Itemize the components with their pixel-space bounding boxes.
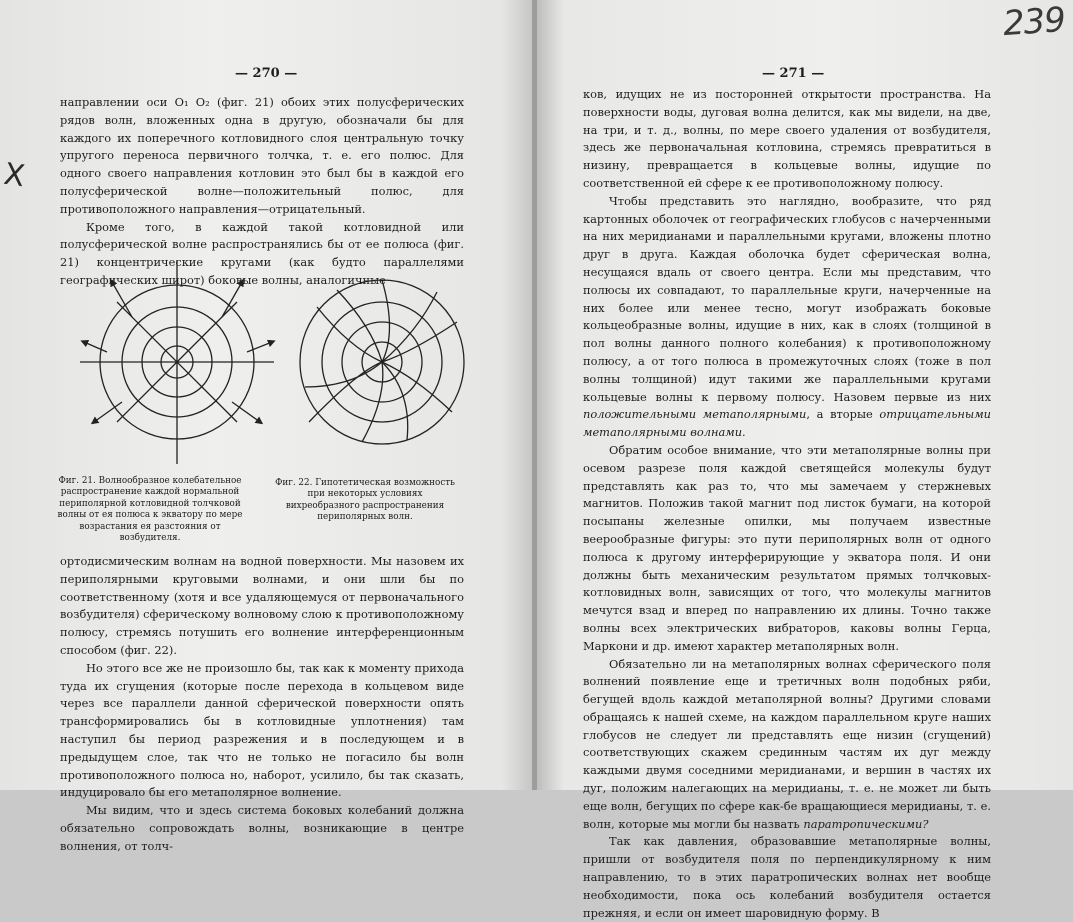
paragraph: Кроме того, в каждой такой котловидной или полусферической волне распространялись бы от ее полюса (фиг. 21) концентрические кругами (как будто параллелями географических широт) боковые волны, аналогичные bbox=[60, 219, 464, 287]
text-block bbox=[583, 86, 991, 922]
page-number: — 271 — bbox=[762, 66, 825, 81]
paragraph bbox=[583, 656, 991, 834]
text-run: , а вторые bbox=[806, 407, 873, 422]
paragraph: Мы видим, что и здесь система боковых колебаний должна обязательно сопровождать волны, возникающие в центре волнения, от толч- bbox=[60, 803, 464, 853]
paragraph: ортодисмическим волнам на водной поверхности. Мы назовем их периполярными круговыми волнами, и они шли бы по соответственному (хотя и все удаляющемуся от первоначального возбудителя) сферическому волновому слою к противоположному полюсу, стремясь потушить его волнение интерференционным способом (фиг. 22). bbox=[60, 554, 465, 657]
right-page bbox=[537, 0, 1073, 920]
figure-22-diagram bbox=[287, 262, 487, 474]
text-run: Обязательно ли на метаполярных волнах сферического поля волнений появление еще и третичных волн подобных ряби, бегущей вдоль каждой метаполярной волны? Другими словами обращаясь к нашей схеме, на каждом параллельном круге наших глобусов не следует ли представлять еще низин (сгущений) соответствующих скажем срединным частям их дуг между каждыми двумя соседними меридианами, и вершин в частях их дуг, положим налегающих на меридианы, т. е. не может ли быть еще волн, бегущих по сфере как-бе вращающиеся меридианы, т. е. волн, которые мы могли бы назвать bbox=[583, 656, 991, 831]
paragraph: Обратим особое внимание, что эти метаполярные волны при осевом разрезе поля каждой светящейся молекулы будут представлять как раз то, что мы замечаем у стержневых магнитов. Положив такой магнит под листок бумаги, на которой посыпаны железные опилки, мы получаем известные веерообразные фигуры: это пути периполярных волн от одного полюса к другому интерферирующие у экватора поля. И они должны быть механическим результатом прямых толчковых-котловидных волн, зависящих от того, что молекулы магнитов мечутся взад и вперед по направлению их длины. Точно также волны всех электрических вибраторов, каковы волны Герца, Маркони и др. имеют характер метаполярных волн. bbox=[583, 442, 991, 653]
archive-stamp-number: 239 bbox=[1001, 0, 1067, 45]
text-block-bottom bbox=[60, 553, 464, 856]
text-block-top bbox=[60, 94, 464, 290]
figure-21-diagram bbox=[82, 262, 282, 474]
page-number: — 270 — bbox=[235, 66, 298, 81]
paragraph: направлении оси O₁ O₂ (фиг. 21) обоих этих полусферических рядов волн, вложенных одна в другую, обозначали бы для каждого их поперечного котловидного слоя центральную точку упругого переноса первичного толчка, т. е. его полюс. Для одного своего направления котловин это был бы в каждой его полусферической волне—положительный полюс, для противоположного направления—отрицательный. bbox=[60, 95, 464, 216]
italic-term: отрицательными метаполярными волнами. bbox=[583, 407, 991, 440]
text-run: Чтобы представить это наглядно, вообразите, что ряд картонных оболочек от географических глобусов с начерченными на них меридианами и параллельными кругами, вложены плотно друг в друга. Каждая оболочка будет сферическая волна, несущаяся вдаль от своего центра. Если мы представим, что полюсы их совпадают, то параллельные круги, начерченные на них более или менее тесно, могут изображать боковые кольцеобразные волны, идущие в них, как в слоях (толщиной в пол волны данного полного колебания) к противоположному полюсу, а от того полюса в промежуточных слоях (тоже в пол волны толщиной) идут такими же параллельными кругами кольцевые волны к первому полюсу. Назовем первые из них bbox=[583, 193, 991, 404]
paragraph: ков, идущих не из посторонней открытости пространства. На поверхности воды, дуговая волна делится, как мы видели, на две, на три, и т. д., волны, по мере своего удаления от возбудителя, здесь же первоначальная котловина, стремясь превратиться в низину, превращается в кольцевые волны, идущие по соответственной ей сфере к ее противоположному полюсу. bbox=[583, 87, 991, 190]
handwritten-margin-mark: X bbox=[1, 156, 27, 195]
paragraph bbox=[583, 193, 991, 442]
figures bbox=[82, 262, 472, 474]
figure-21-caption: Фиг. 21. Волнообразное колебательное распространение каждой нормальной периполярной котловидной толчковой волны от ея полюса к экватору по мере возрастания ея разстояния от возбудителя. bbox=[57, 476, 243, 544]
paragraph: Так как давления, образовавшие метаполярные волны, пришли от возбудителя поля по перпендикулярному к ним направлению, то в этих паратропических волнах нет вообще необходимости, пока ось колебаний возбудителя остается прежняя, и если он имеет шаровидную форму. В bbox=[583, 834, 991, 920]
italic-term: паратропическими? bbox=[803, 816, 929, 831]
italic-term: положительными метаполярными bbox=[583, 407, 807, 422]
paragraph: Но этого все же не произошло бы, так как к моменту прихода туда их сгущения (которые после перехода в кольцевом виде через все параллели данной сферической поверхности опять трансформировались бы в котловидные уплотнения) там наступил бы период разрежения и в последующем и в предыдущем слое, так что не только не погасило бы волн противоположного полюса но, наборот, усилило, бы так сказать, индуцировало бы его метаполярное волнение. bbox=[60, 660, 464, 800]
figure-22-caption: Фиг. 22. Гипотетическая возможность при некоторых условиях вихреобразного распространения периполярных волн. bbox=[275, 478, 455, 523]
left-page bbox=[0, 0, 534, 853]
